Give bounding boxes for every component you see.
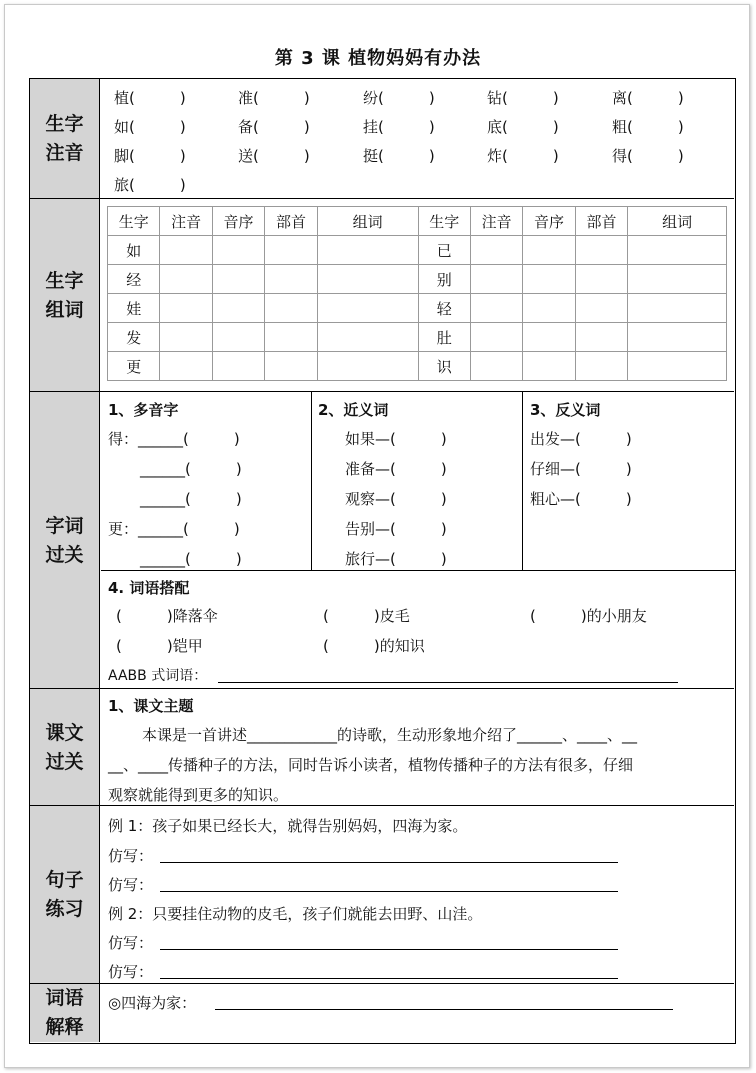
pinyin-item[interactable]: 钻( ) <box>487 89 559 107</box>
grid-cell[interactable] <box>265 352 317 381</box>
grid-cell[interactable] <box>212 323 264 352</box>
jieshi-item: ◎四海为家： <box>108 994 197 1012</box>
grid-cell[interactable] <box>317 323 418 352</box>
jieshi-answer-line[interactable] <box>215 1009 673 1010</box>
duoyin-heading: 1、多音字 <box>108 401 179 419</box>
pinyin-item[interactable]: 挺( ) <box>363 147 435 165</box>
fangxie-label: 仿写： <box>108 934 154 952</box>
dapei-item[interactable]: ( )降落伞 <box>116 607 218 625</box>
dapei-item[interactable]: ( )皮毛 <box>323 607 410 625</box>
section-label-zici-guoguan: 字词 过关 <box>30 392 100 689</box>
character-grid <box>107 206 727 381</box>
aabb-label: AABB 式词语： <box>108 668 208 684</box>
grid-cell[interactable] <box>470 236 522 265</box>
kewen-text-line[interactable]: __、____传播种子的方法，同时告诉小读者，植物传播种子的方法有很多，仔细 <box>108 756 634 774</box>
duoyin-line[interactable]: 更：______( ) <box>108 520 240 538</box>
column-divider <box>311 392 312 570</box>
divider <box>30 805 734 806</box>
grid-cell[interactable] <box>575 265 627 294</box>
section-label-kewen-guoguan: 课文 过关 <box>30 689 100 806</box>
divider <box>30 688 734 689</box>
dapei-item[interactable]: ( )的小朋友 <box>530 607 647 625</box>
table-row <box>108 294 727 323</box>
duoyin-line[interactable]: ______( ) <box>140 550 242 568</box>
grid-header: 生字 <box>418 207 470 236</box>
grid-cell[interactable] <box>575 323 627 352</box>
aabb-answer-line[interactable] <box>218 682 678 683</box>
grid-cell[interactable] <box>317 236 418 265</box>
fanyi-line[interactable]: 粗心—( ) <box>530 490 632 508</box>
kewen-text-line[interactable]: 本课是一首讲述____________的诗歌，生动形象地介绍了______、____、__ <box>142 726 638 744</box>
fangxie-label: 仿写： <box>108 876 154 894</box>
grid-char: 肚 <box>418 323 470 352</box>
duoyin-line[interactable]: ______( ) <box>140 490 242 508</box>
grid-cell[interactable] <box>160 294 212 323</box>
grid-cell[interactable] <box>628 352 727 381</box>
grid-cell[interactable] <box>523 294 575 323</box>
grid-cell[interactable] <box>628 323 727 352</box>
grid-cell[interactable] <box>575 352 627 381</box>
table-row <box>108 265 727 294</box>
jinyi-line[interactable]: 观察—( ) <box>345 490 447 508</box>
sentence-example <box>108 816 467 836</box>
fangxie-answer-line[interactable] <box>160 891 618 892</box>
grid-header: 组词 <box>317 207 418 236</box>
jinyi-line[interactable]: 准备—( ) <box>345 460 447 478</box>
table-row <box>108 352 727 381</box>
pinyin-item[interactable]: 挂( ) <box>363 118 435 136</box>
pinyin-item[interactable]: 送( ) <box>238 147 310 165</box>
jinyi-line[interactable]: 旅行—( ) <box>345 550 447 568</box>
duoyin-line[interactable]: 得：______( ) <box>108 430 240 448</box>
section-label-shengzi-zuci: 生字 组词 <box>30 199 100 392</box>
pinyin-item[interactable]: 粗( ) <box>612 118 684 136</box>
pinyin-item[interactable]: 得( ) <box>612 147 684 165</box>
divider <box>101 570 735 571</box>
dapei-heading: 4. 词语搭配 <box>108 579 190 597</box>
grid-cell[interactable] <box>160 265 212 294</box>
grid-char: 轻 <box>418 294 470 323</box>
pinyin-item[interactable]: 纷( ) <box>363 89 435 107</box>
pinyin-item[interactable]: 底( ) <box>487 118 559 136</box>
grid-cell[interactable] <box>212 294 264 323</box>
grid-char: 别 <box>418 265 470 294</box>
grid-char: 经 <box>108 265 160 294</box>
grid-header: 部首 <box>575 207 627 236</box>
section-label-ciyu-jieshi: 词语 解释 <box>30 984 100 1042</box>
grid-header: 组词 <box>628 207 727 236</box>
jinyi-line[interactable]: 如果—( ) <box>345 430 447 448</box>
grid-cell[interactable] <box>317 352 418 381</box>
grid-cell[interactable] <box>523 265 575 294</box>
grid-char: 发 <box>108 323 160 352</box>
grid-cell[interactable] <box>265 323 317 352</box>
grid-header: 音序 <box>523 207 575 236</box>
grid-char: 更 <box>108 352 160 381</box>
grid-cell[interactable] <box>212 352 264 381</box>
grid-cell[interactable] <box>628 236 727 265</box>
grid-cell[interactable] <box>628 294 727 323</box>
grid-char: 如 <box>108 236 160 265</box>
grid-char: 已 <box>418 236 470 265</box>
grid-header: 注音 <box>470 207 522 236</box>
pinyin-item[interactable]: 准( ) <box>238 89 310 107</box>
grid-cell[interactable] <box>317 265 418 294</box>
grid-cell[interactable] <box>523 236 575 265</box>
grid-cell[interactable] <box>575 294 627 323</box>
fanyi-line[interactable]: 仔细—( ) <box>530 460 632 478</box>
dapei-item[interactable]: ( )铠甲 <box>116 637 203 655</box>
pinyin-item[interactable]: 植( ) <box>114 89 186 107</box>
fangxie-answer-line[interactable] <box>160 949 618 950</box>
dapei-item[interactable]: ( )的知识 <box>323 637 425 655</box>
grid-cell[interactable] <box>470 265 522 294</box>
grid-header: 音序 <box>212 207 264 236</box>
kewen-text-line: 观察就能得到更多的知识。 <box>108 786 289 804</box>
grid-cell[interactable] <box>160 236 212 265</box>
grid-cell[interactable] <box>265 236 317 265</box>
fanyi-line[interactable]: 出发—( ) <box>530 430 632 448</box>
column-divider <box>522 392 523 570</box>
grid-header-row <box>108 207 727 236</box>
grid-cell[interactable] <box>470 294 522 323</box>
grid-cell[interactable] <box>523 352 575 381</box>
grid-header: 部首 <box>265 207 317 236</box>
pinyin-item[interactable]: 如( ) <box>114 118 186 136</box>
section-label-juzi-lianxi: 句子 练习 <box>30 806 100 984</box>
grid-cell[interactable] <box>575 236 627 265</box>
jinyi-line[interactable]: 告别—( ) <box>345 520 447 538</box>
grid-cell[interactable] <box>160 323 212 352</box>
grid-cell[interactable] <box>628 265 727 294</box>
grid-header: 注音 <box>160 207 212 236</box>
grid-cell[interactable] <box>317 294 418 323</box>
example-text: 例 1：孩子如果已经长大，就得告别妈妈，四海为家。 <box>108 817 468 835</box>
fanyi-heading: 3、反义词 <box>530 401 601 419</box>
grid-cell[interactable] <box>212 265 264 294</box>
section-label-shengzi-zhuyin: 生字 注音 <box>30 79 100 199</box>
fangxie-label: 仿写： <box>108 963 154 981</box>
kewen-heading: 1、课文主题 <box>108 697 194 715</box>
grid-cell[interactable] <box>265 294 317 323</box>
fangxie-answer-line[interactable] <box>160 862 618 863</box>
grid-char: 娃 <box>108 294 160 323</box>
pinyin-item[interactable]: 备( ) <box>238 118 310 136</box>
grid-cell[interactable] <box>160 352 212 381</box>
fangxie-label: 仿写： <box>108 847 154 865</box>
fangxie-answer-line[interactable] <box>160 978 618 979</box>
grid-header: 生字 <box>108 207 160 236</box>
grid-char: 识 <box>418 352 470 381</box>
table-row <box>108 236 727 265</box>
table-row <box>108 323 727 352</box>
pinyin-item[interactable]: 炸( ) <box>487 147 559 165</box>
pinyin-item[interactable]: 脚( ) <box>114 147 186 165</box>
page-title: 第 3 课 植物妈妈有办法 <box>274 48 482 69</box>
grid-cell[interactable] <box>470 352 522 381</box>
grid-cell[interactable] <box>212 236 264 265</box>
sentence-example: 例 2：只要挂住动物的皮毛，孩子们就能去田野、山洼。 <box>108 905 483 923</box>
divider <box>30 391 734 392</box>
jinyi-heading: 2、近义词 <box>318 401 389 419</box>
pinyin-item[interactable]: 离( ) <box>612 89 684 107</box>
divider <box>30 983 734 984</box>
grid-cell[interactable] <box>265 265 317 294</box>
duoyin-line[interactable]: ______( ) <box>140 460 242 478</box>
divider <box>30 198 734 199</box>
grid-cell[interactable] <box>470 323 522 352</box>
grid-cell[interactable] <box>523 323 575 352</box>
pinyin-item[interactable]: 旅( ) <box>114 176 186 194</box>
